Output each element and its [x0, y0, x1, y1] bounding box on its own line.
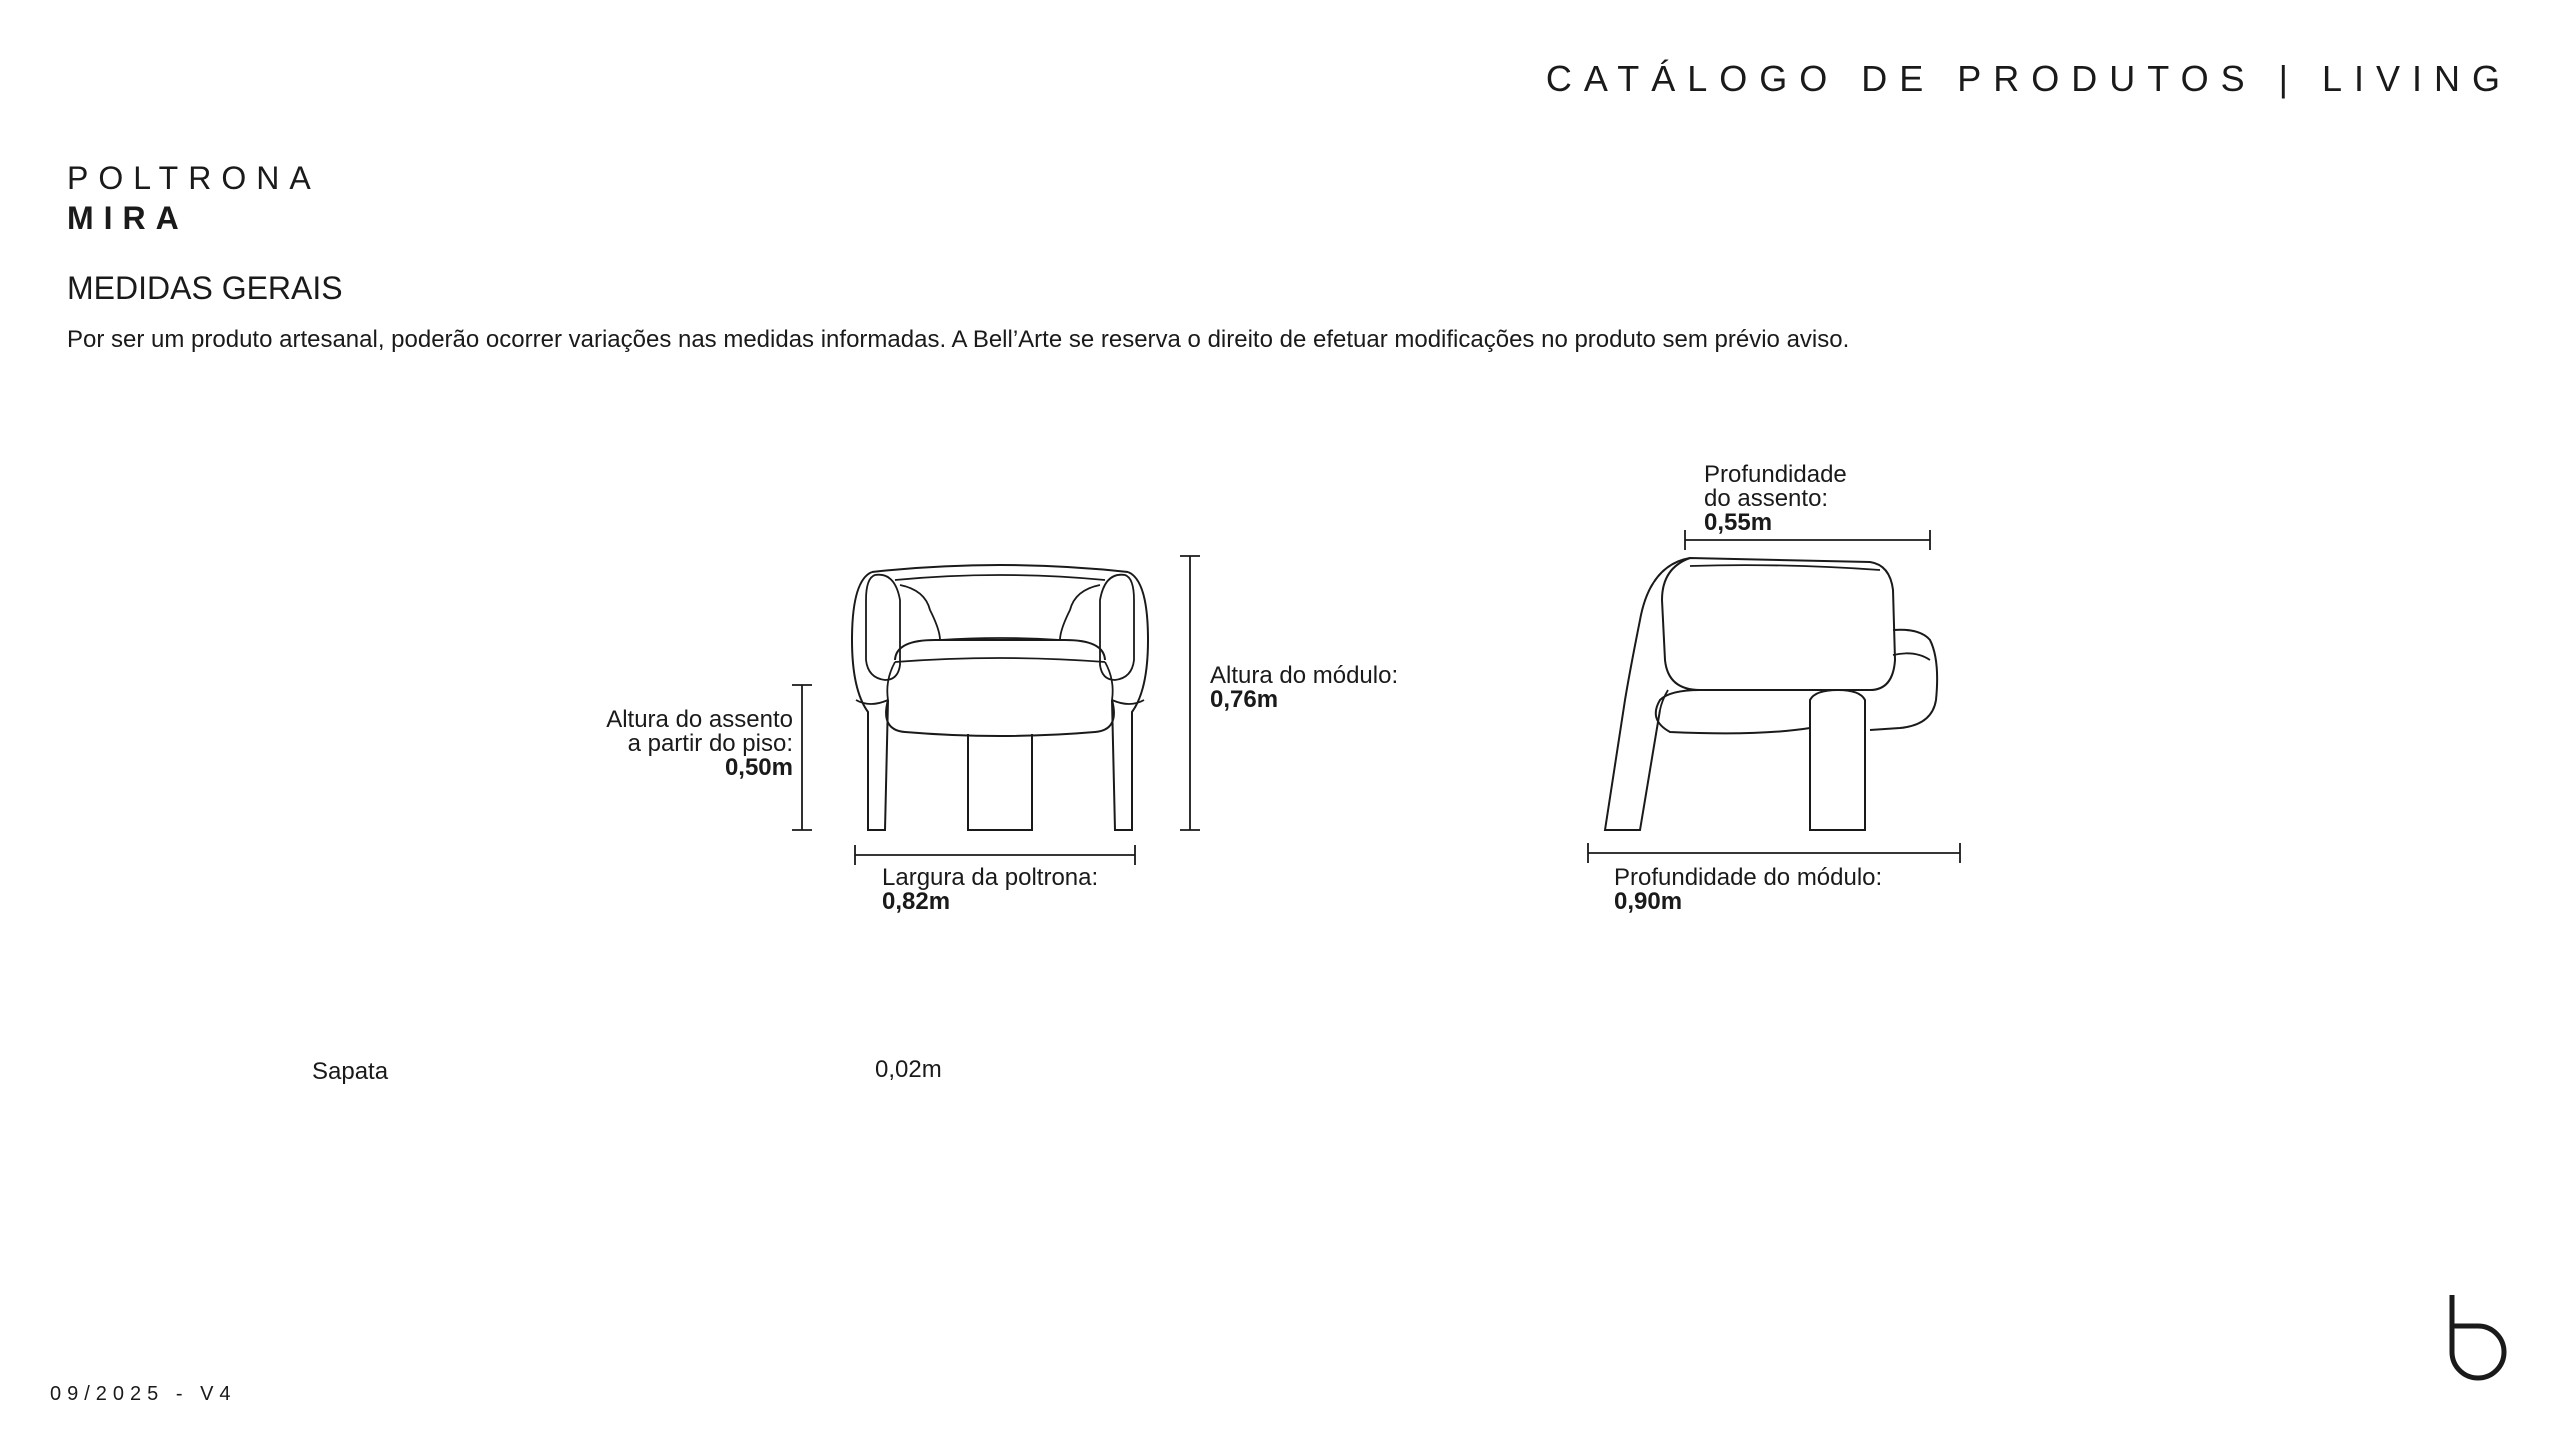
product-name: MIRA	[67, 200, 189, 236]
seat-depth-label-1: Profundidade	[1704, 461, 1847, 488]
seat-height-label-2: a partir do piso:	[627, 730, 793, 757]
module-depth-value: 0,90m	[1614, 888, 1683, 915]
seat-height-dimension	[792, 685, 812, 830]
width-dimension	[855, 845, 1135, 865]
seat-depth-value: 0,55m	[1704, 509, 1773, 536]
spec-label-sapata: Sapata	[312, 1058, 389, 1085]
width-value: 0,82m	[882, 888, 951, 915]
width-label: Largura da poltrona:	[882, 864, 1099, 891]
module-height-label: Altura do módulo:	[1210, 662, 1399, 689]
seat-height-label-1: Altura do assento	[606, 706, 793, 733]
seat-depth-label-2: do assento:	[1704, 485, 1829, 512]
side-view-drawing	[1605, 558, 1937, 830]
module-depth-label: Profundidade do módulo:	[1614, 864, 1883, 891]
section-title: MEDIDAS GERAIS	[67, 270, 343, 306]
catalog-header-title: CATÁLOGO DE PRODUTOS | LIVING	[1545, 58, 2512, 99]
spec-value-sapata: 0,02m	[875, 1056, 942, 1083]
disclaimer-text: Por ser um produto artesanal, poderão ocorrer variações nas medidas informadas. A Bell’Arte se reserva o direito de efetuar modificações no produto sem prévio aviso.	[67, 326, 1850, 353]
product-type: POLTRONA	[67, 160, 321, 196]
footer-version: 09/2025 - V4	[50, 1383, 237, 1405]
module-depth-dimension	[1588, 843, 1960, 863]
module-height-value: 0,76m	[1210, 686, 1279, 713]
module-height-dimension	[1180, 556, 1200, 830]
b-logo-icon	[2442, 1290, 2512, 1390]
seat-height-value: 0,50m	[724, 754, 793, 781]
front-view-drawing	[852, 565, 1148, 830]
